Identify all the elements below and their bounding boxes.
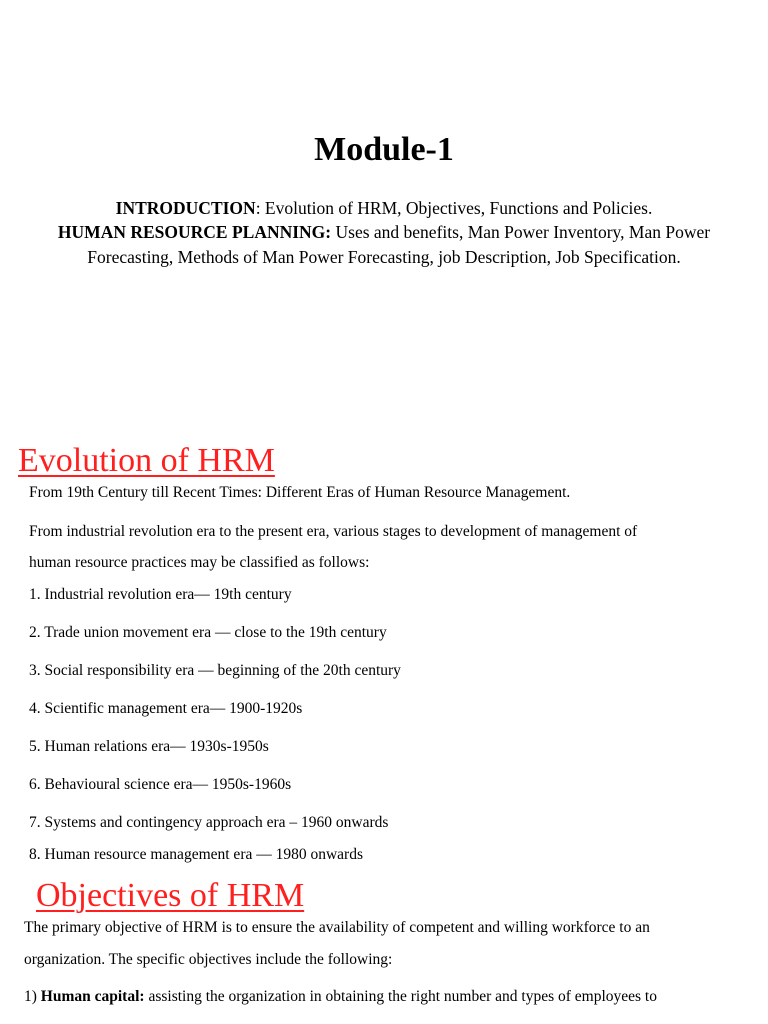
era-list-item: 5. Human relations era— 1930s-1950s bbox=[29, 738, 269, 755]
introduction-label: INTRODUCTION bbox=[115, 198, 256, 218]
hr-planning-label: HUMAN RESOURCE PLANNING: bbox=[57, 222, 332, 242]
hr-planning-paragraph bbox=[30, 220, 738, 269]
objectives-paragraph-line: The primary objective of HRM is to ensure the availability of competent and willing workforce to an bbox=[24, 919, 650, 936]
introduction-line bbox=[30, 196, 738, 221]
era-list-item: 8. Human resource management era — 1980 onwards bbox=[29, 846, 363, 863]
hr-planning-text: Uses and benefits, Man Power Inventory, Man Power Forecasting, Methods of Man Power Forecasting, job Description, Job Specification. bbox=[87, 222, 711, 267]
objectives-heading: Objectives of HRM bbox=[36, 877, 305, 914]
era-list-item: 3. Social responsibility era — beginning of the 20th century bbox=[29, 662, 401, 679]
objective-item-text: assisting the organization in obtaining the right number and types of employees to bbox=[144, 988, 657, 1005]
evolution-paragraph-line: From industrial revolution era to the present era, various stages to development of management of bbox=[29, 523, 638, 540]
objective-item-human-capital bbox=[24, 987, 657, 1007]
introduction-text: : Evolution of HRM, Objectives, Functions and Policies. bbox=[255, 198, 653, 218]
era-list-item: 7. Systems and contingency approach era – 1960 onwards bbox=[29, 814, 389, 831]
evolution-paragraph-line: human resource practices may be classified as follows: bbox=[29, 554, 370, 571]
module-title: Module-1 bbox=[314, 131, 454, 168]
evolution-heading: Evolution of HRM bbox=[18, 442, 275, 479]
era-list-item: 1. Industrial revolution era— 19th century bbox=[29, 586, 292, 603]
objective-item-label: Human capital: bbox=[40, 988, 145, 1005]
evolution-subtitle: From 19th Century till Recent Times: Different Eras of Human Resource Management. bbox=[29, 484, 571, 501]
era-list-item: 4. Scientific management era— 1900-1920s bbox=[29, 700, 303, 717]
objectives-paragraph-line: organization. The specific objectives include the following: bbox=[24, 951, 393, 968]
objective-item-number: 1) bbox=[24, 988, 41, 1005]
era-list-item: 2. Trade union movement era — close to the 19th century bbox=[29, 624, 387, 641]
era-list-item: 6. Behavioural science era— 1950s-1960s bbox=[29, 776, 292, 793]
